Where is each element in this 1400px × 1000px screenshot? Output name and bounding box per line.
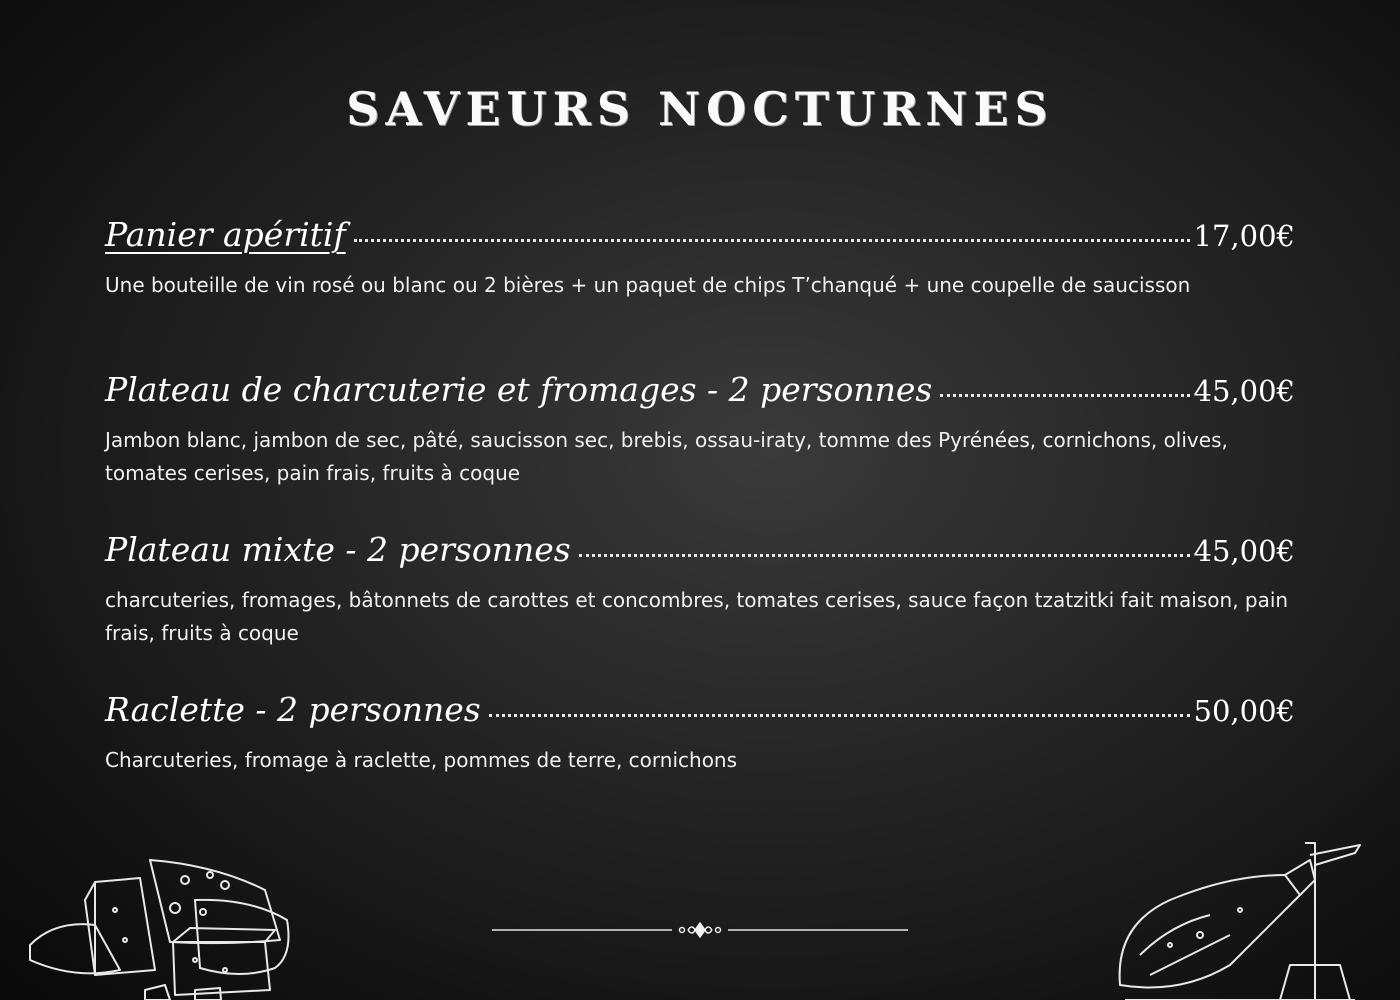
menu-item-description: Charcuteries, fromage à raclette, pommes de terre, cornichons bbox=[105, 748, 738, 772]
flourish-icon bbox=[680, 923, 721, 937]
menu-item-header bbox=[105, 530, 1295, 582]
menu-item-plateau-mixte bbox=[105, 530, 1295, 650]
menu-item-description: Jambon blanc, jambon de sec, pâté, saucisson sec, brebis, ossau-iraty, tomme des Pyrénées, cornichons, olives, tomates cerises, pain frais, fruits à coque bbox=[105, 428, 1228, 485]
menu-item-name: Plateau de charcuterie et fromages - 2 personnes bbox=[105, 370, 933, 409]
dotted-leader bbox=[579, 554, 1190, 557]
menu-item-price: 45,00€ bbox=[1193, 534, 1295, 568]
menu-item-name: Panier apéritif bbox=[105, 215, 346, 254]
menu-item-price: 45,00€ bbox=[1193, 374, 1295, 408]
menu-item-plateau-charcuterie-fromages bbox=[105, 370, 1295, 490]
menu-item-description: Une bouteille de vin rosé ou blanc ou 2 bières + un paquet de chips T’chanqué + une coupelle de saucisson bbox=[105, 273, 1191, 297]
menu-item-name: Raclette - 2 personnes bbox=[105, 690, 481, 729]
dotted-leader bbox=[354, 239, 1190, 242]
menu-item-panier-aperitif bbox=[105, 215, 1295, 302]
ham-on-stand-illustration bbox=[1110, 835, 1370, 1000]
menu-item-header bbox=[105, 370, 1295, 422]
menu-item-header bbox=[105, 690, 1295, 742]
menu-item-header bbox=[105, 215, 1295, 267]
flourish-divider bbox=[492, 920, 908, 940]
menu-title: SAVEURS NOCTURNES bbox=[346, 82, 1054, 136]
menu-item-price: 50,00€ bbox=[1193, 694, 1295, 728]
menu-item-price: 17,00€ bbox=[1193, 219, 1295, 253]
menu-item-description: charcuteries, fromages, bâtonnets de carottes et concombres, tomates cerises, sauce façon tzatzitki fait maison, pain frais, fruits à coque bbox=[105, 588, 1289, 645]
dotted-leader bbox=[489, 714, 1190, 717]
menu-item-raclette bbox=[105, 690, 1295, 777]
cheese-illustration bbox=[25, 850, 305, 1000]
dotted-leader bbox=[940, 394, 1189, 397]
menu-item-name: Plateau mixte - 2 personnes bbox=[105, 530, 571, 569]
